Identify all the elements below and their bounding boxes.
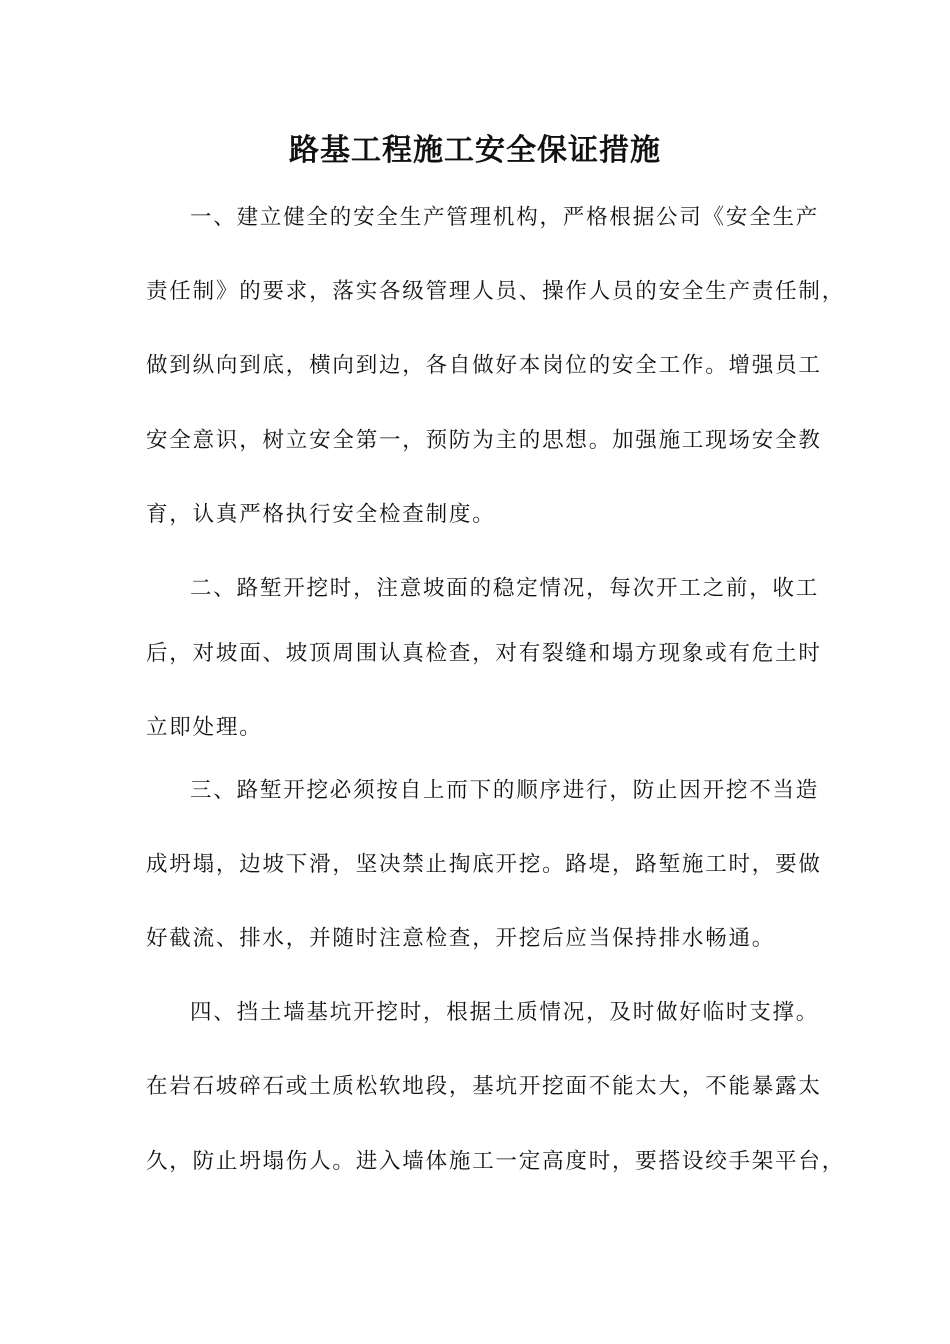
paragraph-4-line-3: 久，防止坍塌伤人。进入墙体施工一定高度时，要搭设绞手架平台， — [146, 1149, 846, 1174]
document-title: 路基工程施工安全保证措施 — [289, 133, 661, 168]
paragraph-3-line-2: 成坍塌，边坡下滑，坚决禁止掏底开挖。路堤，路堑施工时，要做 — [146, 852, 822, 877]
paragraph-2-line-2: 后，对坡面、坡顶周围认真检查，对有裂缝和塌方现象或有危土时 — [146, 641, 822, 666]
paragraph-3-line-3: 好截流、排水，并随时注意检查，开挖后应当保持排水畅通。 — [146, 926, 776, 951]
paragraph-4-line-1: 四、挡土墙基坑开挖时，根据土质情况，及时做好临时支撑。 — [190, 1000, 820, 1025]
paragraph-3-line-1: 三、路堑开挖必须按自上而下的顺序进行，防止因开挖不当造 — [190, 778, 820, 803]
paragraph-2-line-1: 二、路堑开挖时，注意坡面的稳定情况，每次开工之前，收工 — [190, 576, 820, 601]
paragraph-1-line-2: 责任制》的要求，落实各级管理人员、操作人员的安全生产责任制， — [146, 279, 846, 304]
paragraph-1-line-3: 做到纵向到底，横向到边，各自做好本岗位的安全工作。增强员工 — [146, 353, 822, 378]
paragraph-4-line-2: 在岩石坡碎石或土质松软地段，基坑开挖面不能太大，不能暴露太 — [146, 1074, 822, 1099]
paragraph-2-line-3: 立即处理。 — [146, 715, 263, 740]
paragraph-1-line-5: 育，认真严格执行安全检查制度。 — [146, 502, 496, 527]
paragraph-1-line-4: 安全意识，树立安全第一，预防为主的思想。加强施工现场安全教 — [146, 428, 822, 453]
paragraph-1-line-1: 一、建立健全的安全生产管理机构，严格根据公司《安全生产 — [190, 205, 820, 230]
